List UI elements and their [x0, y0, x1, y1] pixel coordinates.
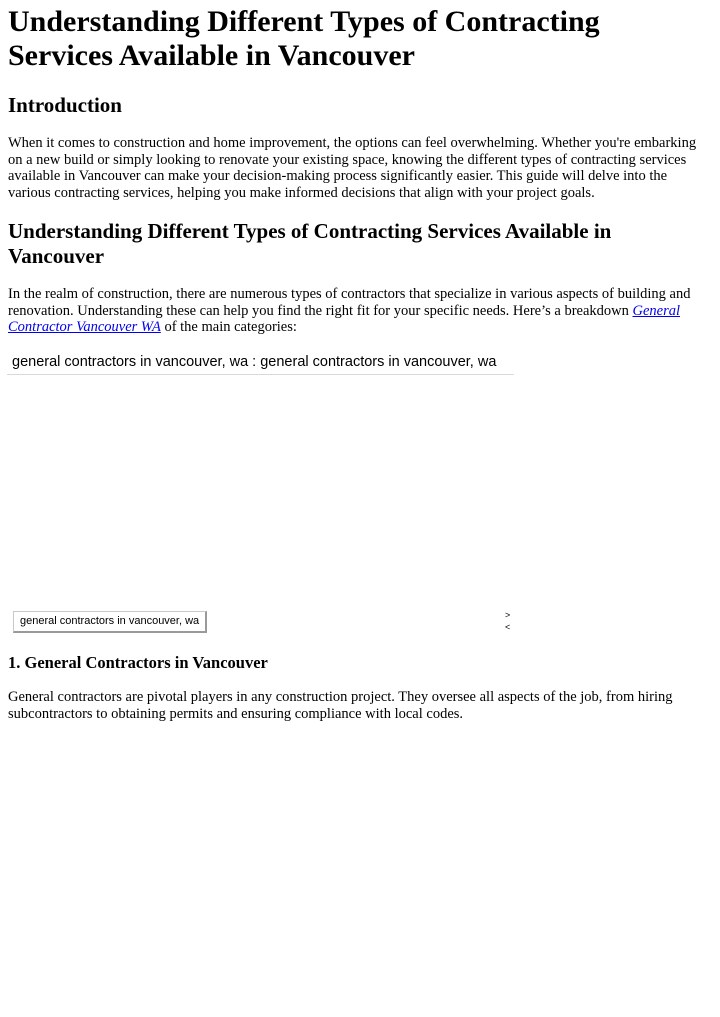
general-contractors-paragraph: General contractors are pivotal players in any construction project. They oversee all aspects of the job, from hiring subcontractors to obtaining permits and ensuring compliance with local codes.	[8, 689, 673, 722]
subsection-heading: 1. General Contractors in Vancouver	[8, 653, 268, 672]
prev-arrow-icon[interactable]: <	[505, 622, 511, 632]
general-contractor-link[interactable]: General Contractor Vancouver WA	[8, 302, 681, 336]
types-paragraph	[8, 286, 708, 336]
intro-paragraph: When it comes to construction and home improvement, the options can feel overwhelming. Whether you're embarking on a new build or simply looking to renovate your existing space, knowing the different types of contracting services available in Vancouver can make your decision-making process significantly easier. This guide will delve into the various contracting services, helping you make informed decisions that align with your project goals.	[8, 135, 697, 201]
embed-title: general contractors in vancouver, wa : general contractors in vancouver, wa	[7, 350, 514, 375]
types-paragraph-text: In the realm of construction, there are numerous types of contractors that specialize in various aspects of building and renovation. Understanding these can help you find the right fit for your specific needs. Here’s a breakdown	[8, 286, 691, 319]
section-heading: Understanding Different Types of Contracting Services Available in Vancouver	[8, 219, 612, 268]
types-paragraph-tail: of the main categories:	[160, 319, 297, 336]
embed-frame[interactable]	[7, 376, 514, 606]
page-title: Understanding Different Types of Contracting Services Available in Vancouver	[8, 5, 600, 72]
embed-tab-button[interactable]: general contractors in vancouver, wa	[13, 611, 207, 633]
next-arrow-icon[interactable]: >	[505, 610, 511, 620]
intro-heading: Introduction	[8, 93, 122, 117]
